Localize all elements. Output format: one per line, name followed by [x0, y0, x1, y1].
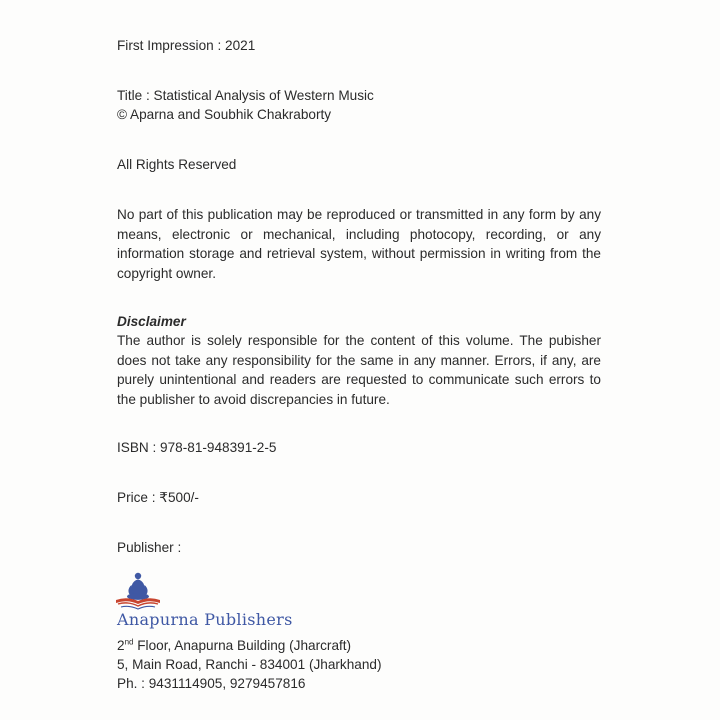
disclaimer-text: The author is solely responsible for the content of this volume. The pubisher does not take any responsibility for the same in any manner. Errors, if any, are purely unintentional and readers are requested to communicate such errors to the publisher to avoid discrepancies in future. [117, 333, 601, 407]
meditating-figure-book-logo-icon [112, 570, 164, 612]
first-impression: First Impression : 2021 [117, 38, 256, 53]
disclaimer-heading: Disclaimer [117, 314, 186, 329]
copyright-holders: © Aparna and Soubhik Chakraborty [117, 107, 332, 122]
book-title: Title : Statistical Analysis of Western Music [117, 88, 374, 103]
price: Price : ₹500/- [117, 490, 199, 505]
publisher-name: Anapurna Publishers [117, 610, 293, 629]
floor-number: 2 [117, 638, 125, 653]
isbn: ISBN : 978-81-948391-2-5 [117, 440, 277, 455]
all-rights-reserved: All Rights Reserved [117, 157, 237, 172]
floor-ordinal: nd [124, 637, 134, 647]
publisher-address-line1 [117, 636, 351, 655]
reproduction-notice: No part of this publication may be reproduced or transmitted in any form by any means, electronic or mechanical, including photocopy, recording, or any information storage and retrieval system, without permission in writing from the copyright owner. [117, 207, 601, 281]
address-line1-rest: Floor, Anapurna Building (Jharcraft) [133, 638, 352, 653]
publisher-address-line2: 5, Main Road, Ranchi - 834001 (Jharkhand) [117, 657, 382, 672]
publisher-phone: Ph. : 9431114905, 9279457816 [117, 676, 306, 691]
publisher-label: Publisher : [117, 540, 182, 555]
